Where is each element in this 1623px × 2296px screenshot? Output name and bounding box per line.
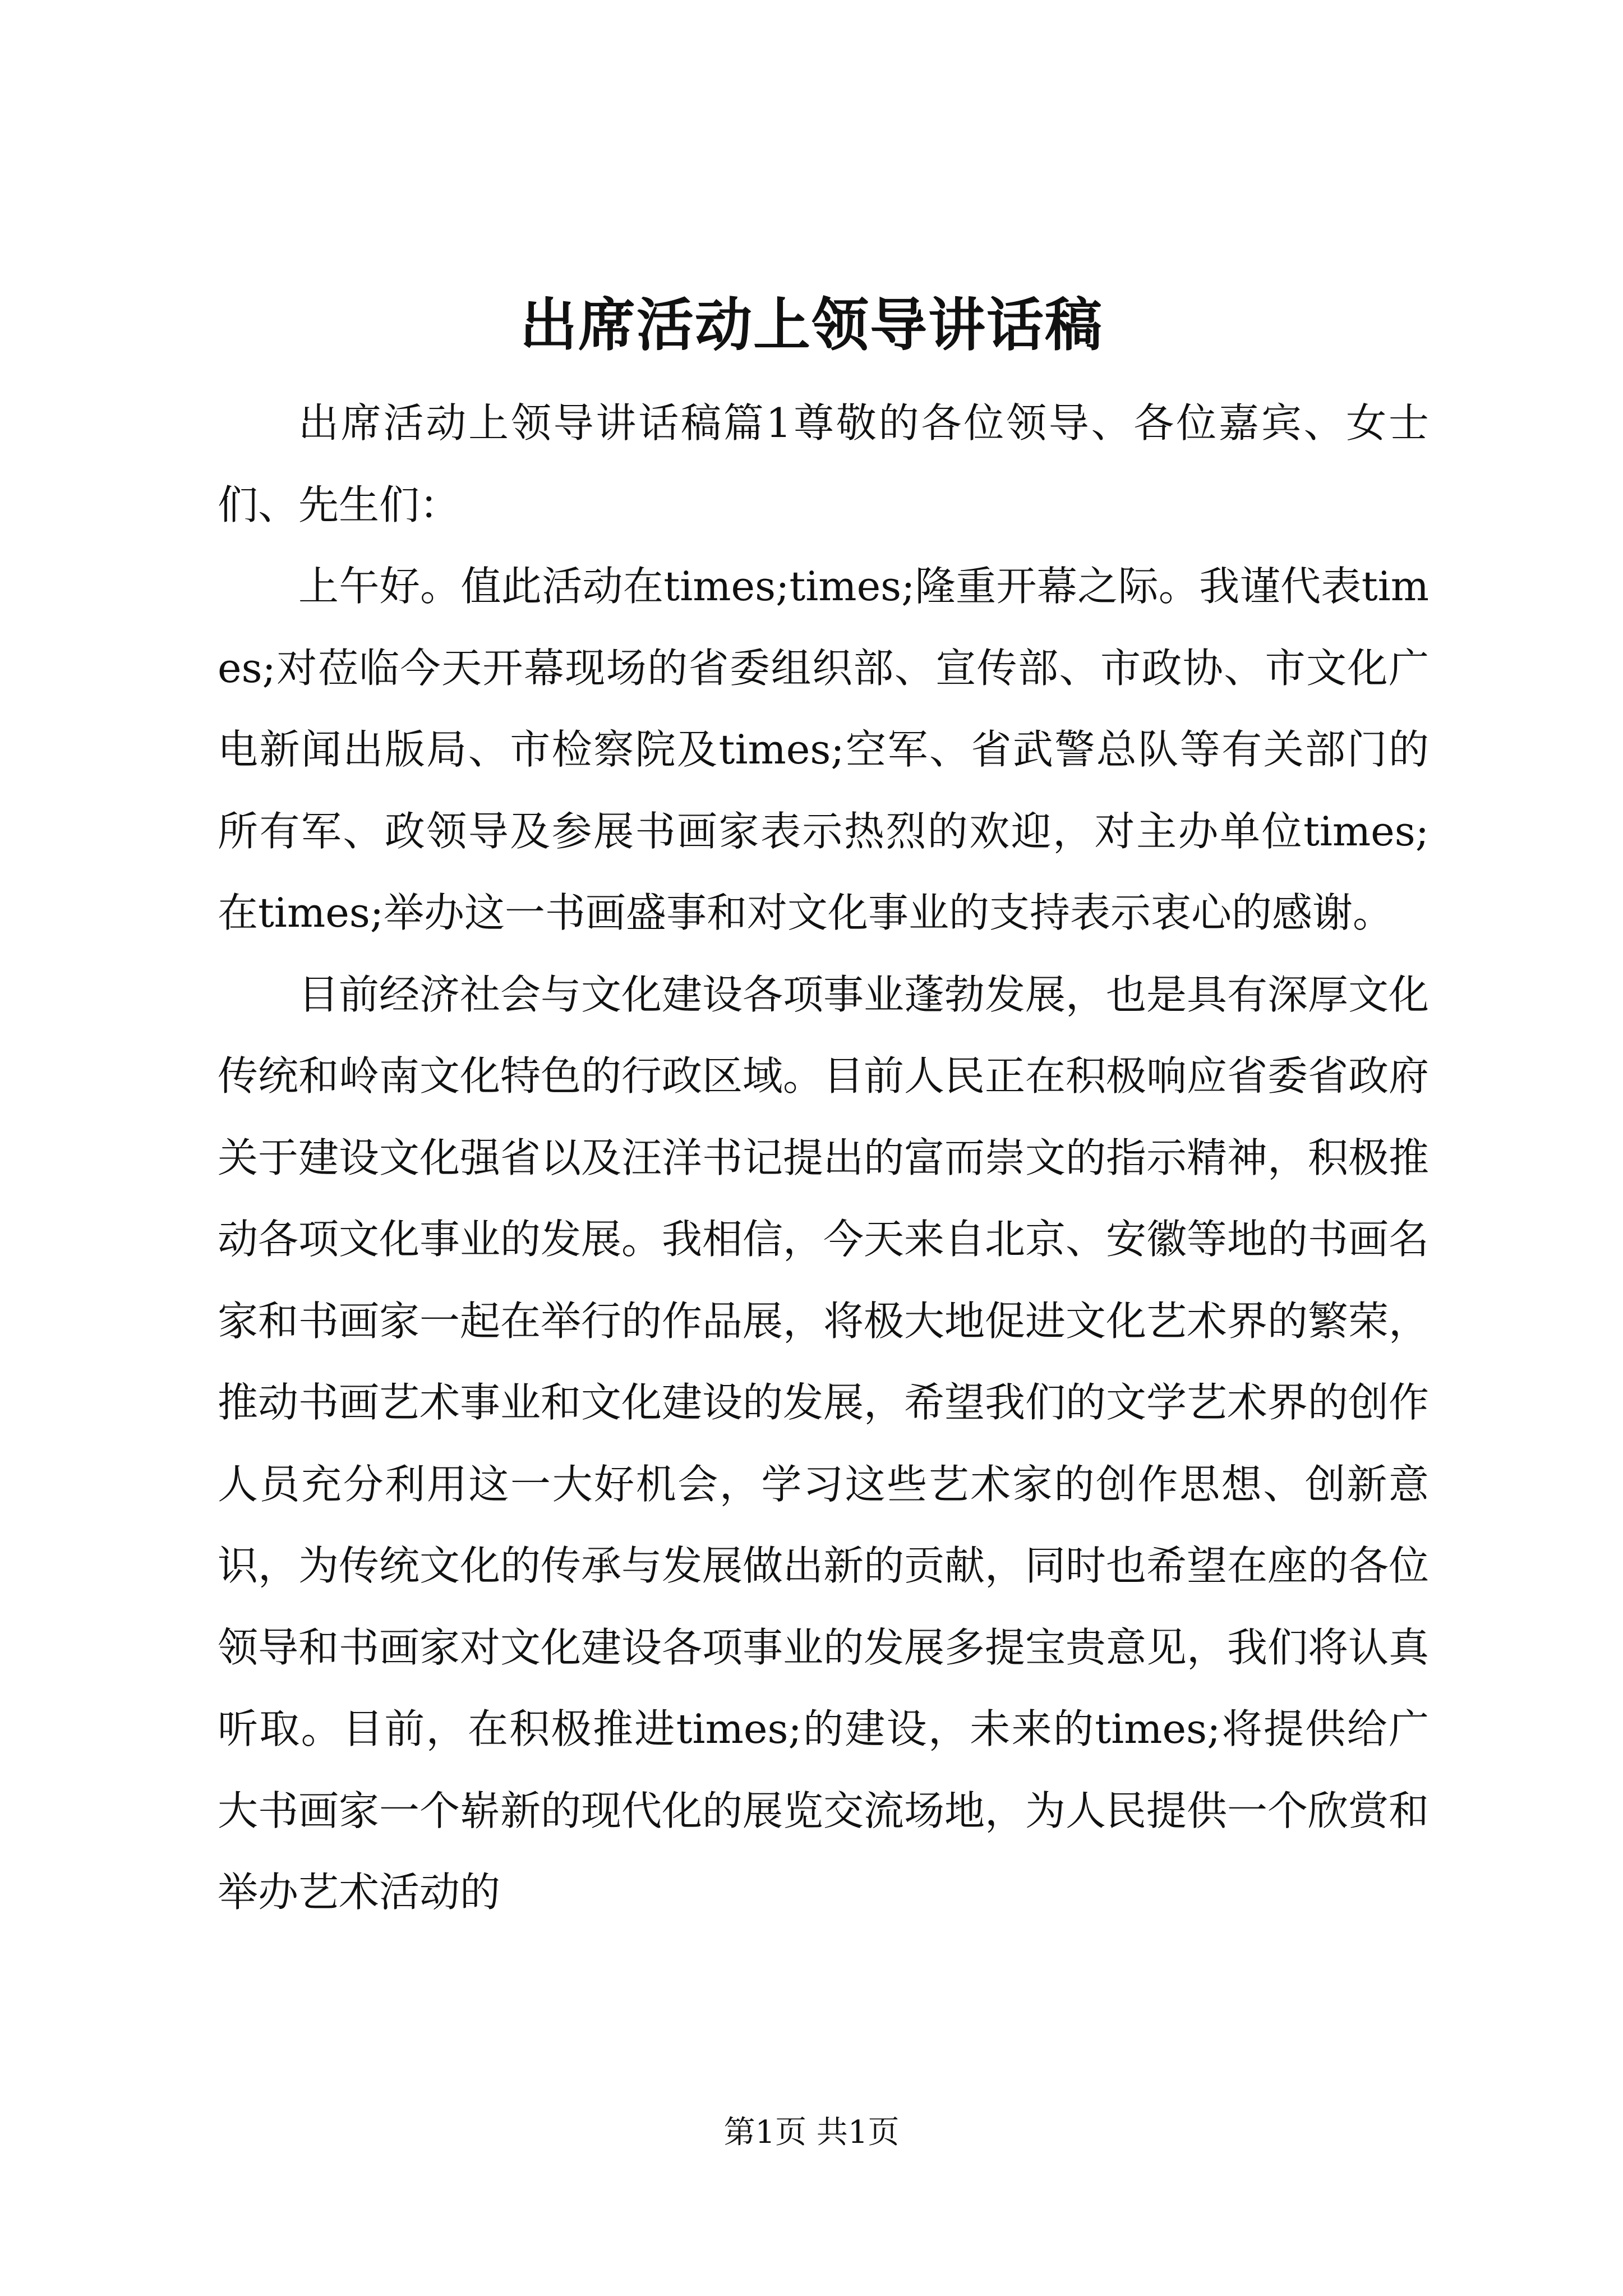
paragraph-1: 出席活动上领导讲话稿篇1尊敬的各位领导、各位嘉宾、女士们、先生们：: [218, 399, 1429, 528]
page-footer: 第1页 共1页: [723, 2114, 900, 2151]
document-body: [218, 383, 1429, 1934]
paragraph-3: 目前经济社会与文化建设各项事业蓬勃发展，也是具有深厚文化传统和岭南文化特色的行政区域。目前人民正在积极响应省委省政府关于建设文化强省以及汪洋书记提出的富而崇文的指示精神，积极推动各项文化事业的发展。我相信，今天来自北京、安徽等地的书画名家和书画家一起在举行的作品展，将极大地促进文化艺术界的繁荣，推动书画艺术事业和文化建设的发展，希望我们的文学艺术界的创作人员充分利用这一大好机会，学习这些艺术家的创作思想、创新意识，为传统文化的传承与发展做出新的贡献，同时也希望在座的各位领导和书画家对文化建设各项事业的发展多提宝贵意见，我们将认真听取。目前，在积极推进times;的建设，未来的times;将提供给广大书画家一个崭新的现代化的展览交流场地，为人民提供一个欣赏和举办艺术活动的: [218, 970, 1430, 1916]
document-title: 出席活动上领导讲话稿: [520, 292, 1103, 359]
paragraph-2: 上午好。值此活动在times;times;隆重开幕之际。我谨代表times;对莅临今天开幕现场的省委组织部、宣传部、市政协、市文化广电新闻出版局、市检察院及times;空军、省武警总队等有关部门的所有军、政领导及参展书画家表示热烈的欢迎，对主办单位times;在times;举办这一书画盛事和对文化事业的支持表示衷心的感谢。: [218, 563, 1429, 936]
